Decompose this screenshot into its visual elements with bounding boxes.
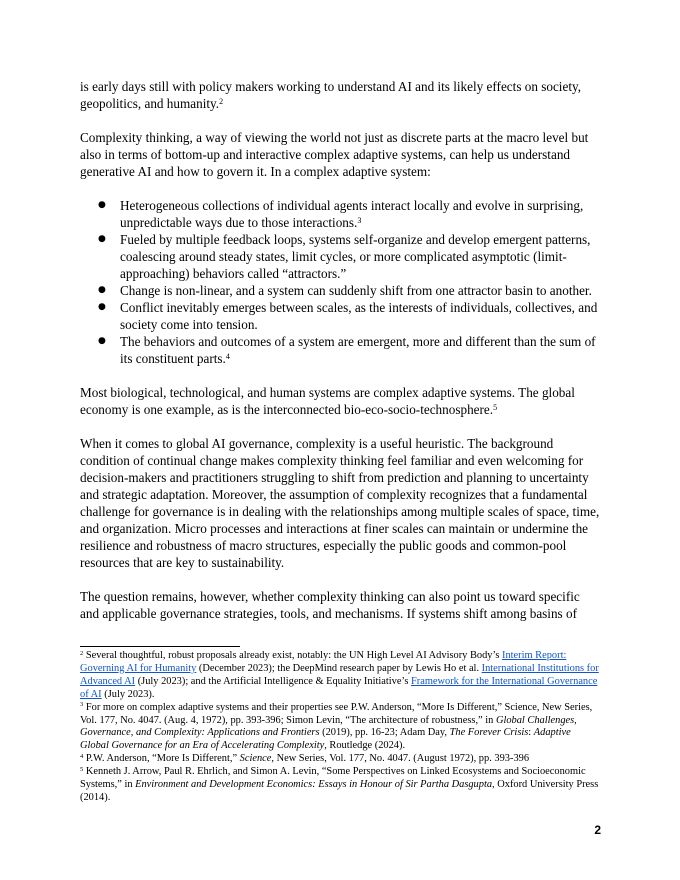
list-item: ● Conflict inevitably emerges between scales, as the interests of individuals, collectives, and society come into tension.: [98, 300, 598, 332]
international-institutions-link[interactable]: International Institutions for Advanced AI: [80, 662, 599, 687]
paragraph-3: Most biological, technological, and human systems are complex adaptive systems. The global economy is one example, as is the interconnected bio-eco-socio-technosphere.$^5$: [80, 385, 575, 417]
page-number: 2: [594, 823, 601, 837]
body-text: [80, 78, 600, 622]
footnote-separator: [80, 646, 240, 647]
bullet-icon: ●: [98, 285, 106, 295]
interim-report-link[interactable]: Interim Report: Governing AI for Humanity: [80, 650, 567, 674]
footnote-3: $^3$ For more on complex adaptive systems and their properties see P.W. Anderson, “More Is Different,” Science, New Series, Vol. 177, No. 4047. (Aug. 4, 1972), pp. 393-396; Simon Levin, “The architecture of robustness,” in Global Challenges, Governance, and Complexity: Applications and Frontiers (2019), pp. 16-23; Adam Day, The Forever Crisis: Adaptive Global Governance for an Era of Accelerating Complexity, Routledge (2024).: [80, 701, 593, 752]
footnote-5: $^5$ Kenneth J. Arrow, Paul R. Ehrlich, and Simon A. Levin, “Some Perspectives on Linked Ecosystems and Socioeconomic Systems,” in Environment and Development Economics: Essays in Honour of Sir Partha Dasgupta, Oxford University Press (2014).: [80, 765, 599, 803]
paragraph-1: is early days still with policy makers working to understand AI and its likely effects on society, geopolitics, and humanity.$^2$: [80, 79, 582, 111]
bullet-icon: ●: [98, 234, 106, 244]
paragraph-5: The question remains, however, whether complexity thinking can also point us toward specific and applicable governance strategies, tools, and mechanisms. If systems shift among basins of: [80, 589, 580, 621]
footnote-4: $^4$ P.W. Anderson, “More Is Different,” Science, New Series, Vol. 177, No. 4047. (August 1972), pp. 393-396: [80, 753, 530, 765]
bullet-icon: ●: [98, 336, 106, 346]
footnotes: [80, 650, 600, 805]
footnote-ref-5[interactable]: 5: [493, 403, 498, 412]
list-item: ● Change is non-linear, and a system can suddenly shift from one attractor basin to another.: [98, 283, 592, 298]
governance-framework-link[interactable]: Framework for the International Governance of AI: [80, 675, 598, 700]
footnote-2: $^2$ Several thoughtful, robust proposals already exist, notably: the UN High Level AI Advisory Body’s Interim Report: Governing AI for Humanity (December 2023); the DeepMind research paper by Lewis Ho et al. International Institutions for Advanced AI (July 2023); and the Artificial Intelligence & Equality Initiative’s Framework for the International Governance of AI (July 2023).: [80, 649, 599, 700]
paragraph-4: When it comes to global AI governance, complexity is a useful heuristic. The background condition of continual change makes complexity thinking feel familiar and even welcoming for decision-makers and practitioners struggling to shift from prediction and planning to uncertainty and strategic adaptation. Moreover, the assumption of complexity recognizes that a fundamental challenge for governance is in dealing with the relationships among multiple scales of space, time, and organization. Micro processes and interactions at finer scales can maintain or undermine the resilience and robustness of macro structures, especially the public goods and common-pool resources that are key to sustainability.: [80, 436, 600, 570]
paragraph-2: Complexity thinking, a way of viewing the world not just as discrete parts at the macro level but also in terms of bottom-up and interactive complex adaptive systems, can help us understand generative AI and how to govern it. In a complex adaptive system:: [80, 130, 589, 179]
list-item: ● Fueled by multiple feedback loops, systems self-organize and develop emergent patterns, coalescing around steady states, limit cycles, or more complicated asymptotic (limit-approaching) behaviors called “attractors.”: [98, 232, 591, 281]
bullet-icon: ●: [98, 302, 106, 312]
properties-list: [80, 197, 600, 367]
footnote-ref-4[interactable]: 4: [225, 352, 230, 361]
footnote-ref-3[interactable]: 3: [357, 216, 362, 225]
list-item: ● The behaviors and outcomes of a system are emergent, more and different than the sum of its constituent parts.$^4$: [98, 334, 596, 366]
list-item: ● Heterogeneous collections of individual agents interact locally and evolve in surprising, unpredictable ways due to those interactions.$^3$: [98, 198, 584, 230]
bullet-icon: ●: [98, 200, 106, 210]
footnote-ref-2[interactable]: 2: [219, 97, 224, 106]
